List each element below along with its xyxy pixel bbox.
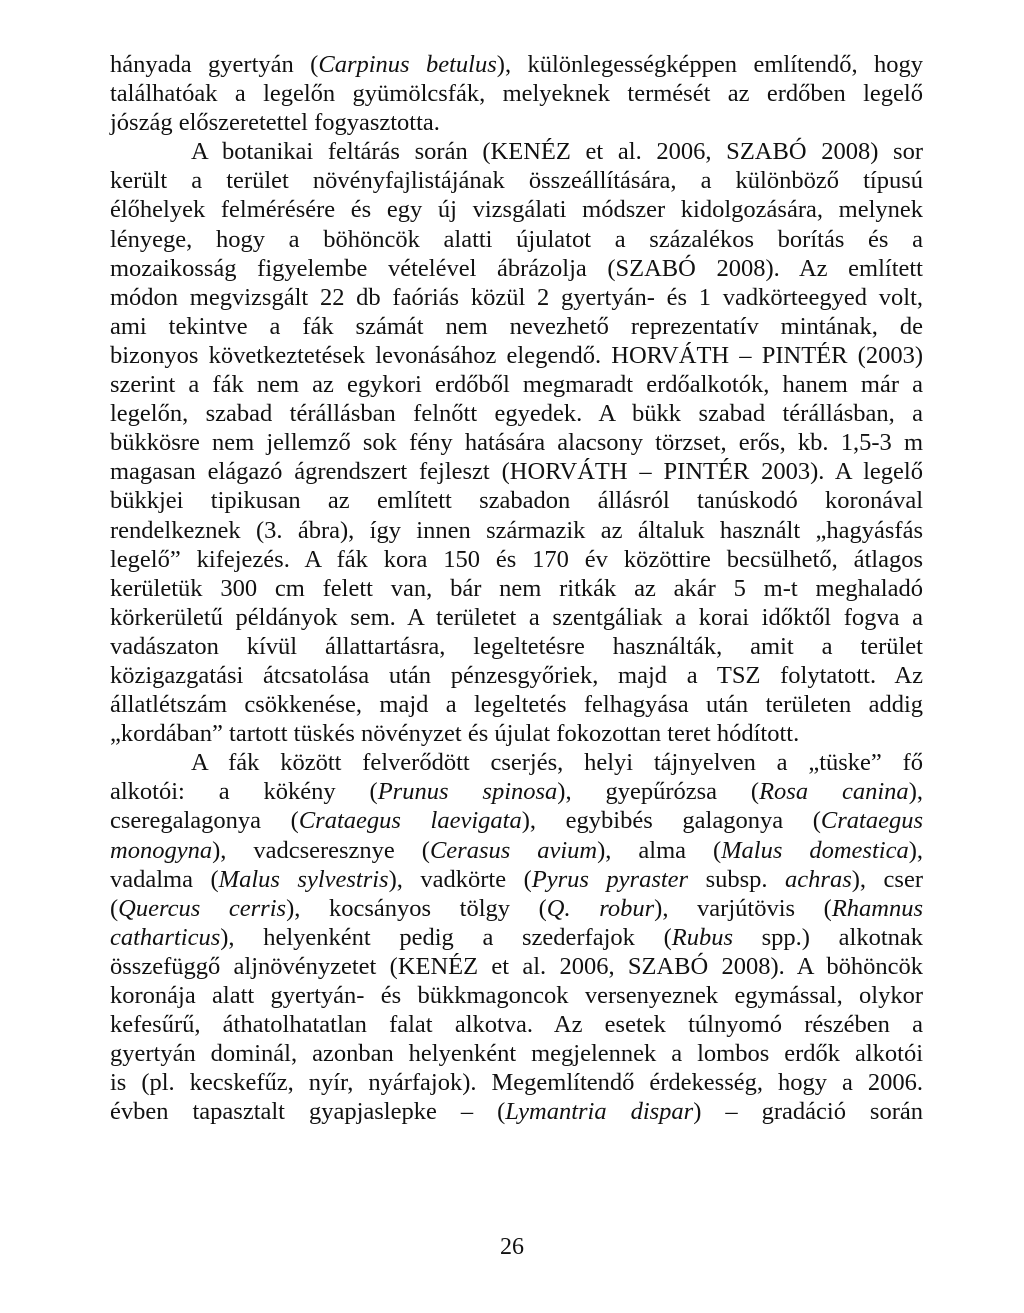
paragraph-1 bbox=[110, 50, 923, 137]
text-line: összefüggő aljnövényzetet (KENÉZ et al. 2006, SZABÓ 2008). A böhöncök bbox=[110, 952, 923, 980]
text-line: körkerületű példányok sem. A területet a szentgáliak a korai időktől fogva a bbox=[110, 603, 923, 631]
text-line: A botanikai feltárás során (KENÉZ et al. 2006, SZABÓ 2008) sor bbox=[191, 138, 923, 166]
text-line: gyertyán dominál, azonban helyenként megjelennek a lombos erdők alkotói bbox=[110, 1040, 923, 1068]
text-line: évben tapasztalt gyapjaslepke – (Lymantria dispar) – gradáció során bbox=[110, 1098, 923, 1126]
text-line: kefesűrű, áthatolhatatlan falat alkotva. Az esetek túlnyomó részében a bbox=[110, 1011, 923, 1039]
text-line: alkotói: a kökény (Prunus spinosa), gyepűrózsa (Rosa canina), bbox=[110, 778, 923, 806]
text-line: monogyna), vadcseresznye (Cerasus avium), alma (Malus domestica), bbox=[110, 836, 924, 864]
text-line: (Quercus cerris), kocsányos tölgy (Q. robur), varjútövis (Rhamnus bbox=[110, 894, 924, 922]
text-line: is (pl. kecskefűz, nyír, nyárfajok). Megemlítendő érdekesség, hogy a 2006. bbox=[110, 1069, 923, 1097]
text-line: vadalma (Malus sylvestris), vadkörte (Pyrus pyraster subsp. achras), cser bbox=[110, 865, 923, 893]
text-line: vadászaton kívül állattartásra, legeltetésre használták, amit a terület bbox=[110, 632, 923, 660]
text-line: jószág előszeretettel fogyasztotta. bbox=[110, 109, 440, 137]
text-line: catharticus), helyenként pedig a szederfajok (Rubus spp.) alkotnak bbox=[110, 923, 923, 951]
text-line: hányada gyertyán (Carpinus betulus), különlegességképpen említendő, hogy bbox=[110, 51, 923, 78]
text-line: legelőn, szabad térállásban felnőtt egyedek. A bükk szabad térállásban, a bbox=[110, 400, 923, 428]
text-line: „kordában” tartott tüskés növényzet és újulat fokozottan teret hódított. bbox=[110, 720, 800, 748]
text-line: állatlétszám csökkenése, majd a legeltetés felhagyása után területen addig bbox=[110, 691, 923, 719]
text-line: kerületük 300 cm felett van, bár nem ritkák az akár 5 m-t meghaladó bbox=[110, 574, 923, 602]
text-line: közigazgatási átcsatolása után pénzesgyőriek, majd a TSZ folytatott. Az bbox=[110, 661, 923, 689]
text-line: magasan elágazó ágrendszert fejleszt (HORVÁTH – PINTÉR 2003). A legelő bbox=[110, 458, 923, 486]
paragraph-2 bbox=[110, 137, 923, 748]
text-line: koronája alatt gyertyán- és bükkmagoncok versenyeznek egymással, olykor bbox=[110, 982, 923, 1009]
text-line: ami tekintve a fák számát nem nevezhető reprezentatív mintának, de bbox=[110, 312, 923, 340]
text-line: szerint a fák nem az egykori erdőből megmaradt erdőalkotók, hanem már a bbox=[110, 371, 923, 399]
text-line: találhatóak a legelőn gyümölcsfák, melyeknek termését az erdőben legelő bbox=[110, 80, 923, 108]
text-line: bükkösre nem jellemző sok fény hatására alacsony törzset, erős, kb. 1,5-3 m bbox=[110, 429, 923, 457]
text-line: élőhelyek felmérésére és egy új vizsgálati módszer kidolgozására, melynek bbox=[110, 196, 923, 224]
page-number: 26 bbox=[500, 1234, 524, 1260]
text-line: cseregalagonya (Crataegus laevigata), egybibés galagonya (Crataegus bbox=[110, 807, 923, 835]
document-page bbox=[110, 50, 923, 1126]
text-line: rendelkeznek (3. ábra), így innen származik az általuk használt „hagyásfás bbox=[110, 516, 923, 544]
text-line: bizonyos következtetések levonásához elegendő. HORVÁTH – PINTÉR (2003) bbox=[110, 341, 923, 369]
text-line: mozaikosság figyelembe vételével ábrázolja (SZABÓ 2008). Az említett bbox=[110, 254, 923, 282]
text-line: legelő” kifejezés. A fák kora 150 és 170 év közöttire becsülhető, átlagos bbox=[110, 545, 923, 573]
paragraph-3 bbox=[110, 748, 923, 1126]
text-line: bükkjei tipikusan az említett szabadon állásról tanúskodó koronával bbox=[110, 487, 923, 515]
text-line: módon megvizsgált 22 db faóriás közül 2 gyertyán- és 1 vadkörteegyed volt, bbox=[110, 283, 923, 311]
text-line: került a terület növényfajlistájának összeállítására, a különböző típusú bbox=[110, 167, 923, 195]
text-line: lényege, hogy a böhöncök alatti újulatot a százalékos borítás és a bbox=[110, 225, 923, 253]
text-line: A fák között felverődött cserjés, helyi tájnyelven a „tüske” fő bbox=[191, 749, 923, 777]
